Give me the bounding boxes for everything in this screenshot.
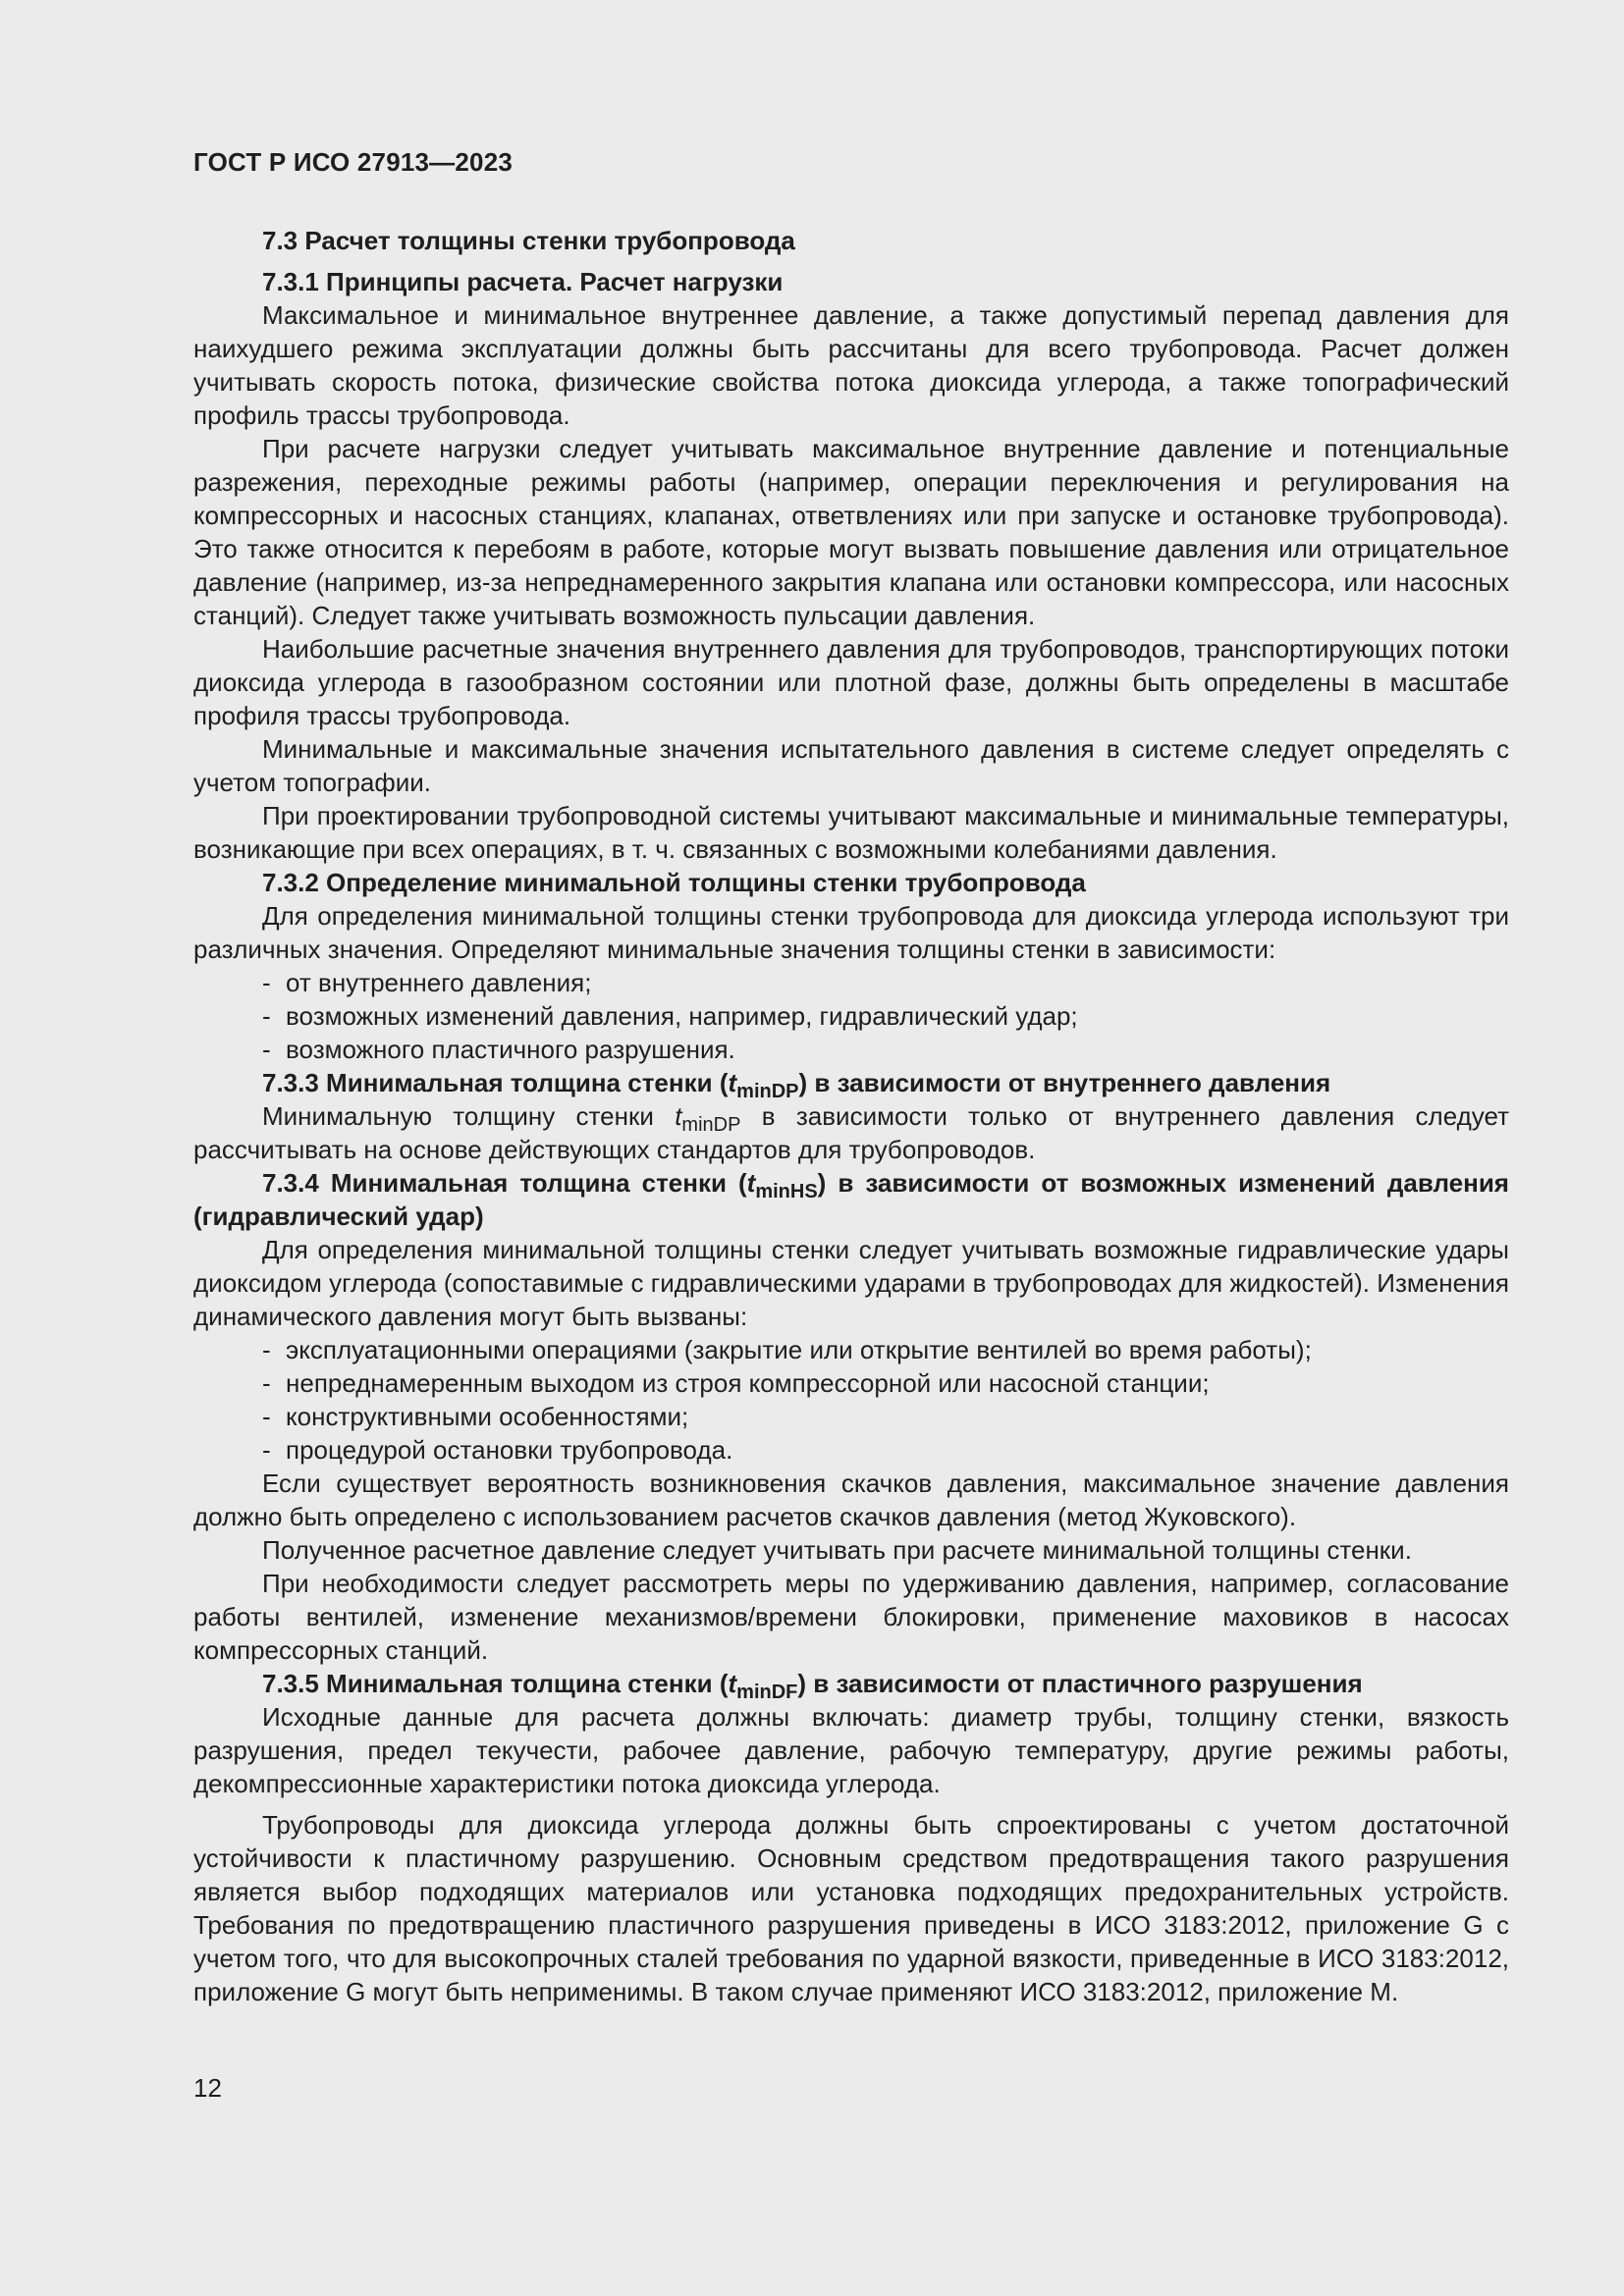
paragraph: Для определения минимальной толщины стенки трубопровода для диоксида углерода используют три различных значения. Определяют минимальные значения толщины стенки в зависимости: <box>193 901 1509 964</box>
paragraph: Исходные данные для расчета должны включать: диаметр трубы, толщину стенки, вязкость разрушения, предел текучести, рабочее давление, рабочую температуру, другие режимы работы, декомпрессионные характеристики потока диоксида углерода. <box>193 1702 1509 1798</box>
list-item: - эксплуатационными операциями (закрытие или открытие вентилей во время работы); <box>262 1335 1312 1364</box>
section-7-3-title: 7.3 Расчет толщины стенки трубопровода <box>262 226 795 255</box>
paragraph: При проектировании трубопроводной системы учитывают максимальные и минимальные температуры, возникающие при всех операциях, в т. ч. связанных с возможными колебаниями давления. <box>193 801 1509 864</box>
page-number: 12 <box>193 2073 222 2103</box>
paragraph: Минимальные и максимальные значения испытательного давления в системе следует определять с учетом топографии. <box>193 734 1509 797</box>
list-item: - конструктивными особенностями; <box>262 1402 689 1431</box>
paragraph: Минимальную толщину стенки $t_{minDP}$ в зависимости только от внутреннего давления следует рассчитывать на основе действующих стандартов для трубопроводов. <box>193 1101 1509 1164</box>
list-item: - от внутреннего давления; <box>262 968 592 997</box>
paragraph: Для определения минимальной толщины стенки следует учитывать возможные гидравлические удары диоксидом углерода (сопоставимые с гидравлическими ударами в трубопроводах для жидкостей). Изменения динамического давления могут быть вызваны: <box>193 1235 1509 1331</box>
document-body <box>193 224 1509 2008</box>
section-7-3-1-title: 7.3.1 Принципы расчета. Расчет нагрузки <box>262 267 784 296</box>
paragraph: Наибольшие расчетные значения внутреннего давления для трубопроводов, транспортирующих потоки диоксида углерода в газообразном состоянии или плотной фазе, должны быть определены в масштабе профиля трассы трубопровода. <box>193 634 1509 730</box>
section-7-3-3-title: 7.3.3 Минимальная толщина стенки $(t_{minDP})$ в зависимости от внутреннего давления <box>262 1068 1331 1102</box>
list-item: - возможного пластичного разрушения. <box>262 1035 735 1064</box>
paragraph: При расчете нагрузки следует учитывать максимальное внутренние давление и потенциальные разрежения, переходные режимы работы (например, операции переключения и регулирования на компрессорных и насосных станциях, клапанах, ответвлениях или при запуске и остановке трубопровода). Это также относится к перебоям в работе, которые могут вызвать повышение давления или отрицательное давление (например, из-за непреднамеренного закрытия клапана или остановки компрессора, или насосных станций). Следует также учитывать возможность пульсации давления. <box>193 434 1509 630</box>
paragraph: При необходимости следует рассмотреть меры по удерживанию давления, например, согласование работы вентилей, изменение механизмов/времени блокировки, применение маховиков в насосах компрессорных станций. <box>193 1569 1509 1665</box>
list-item: - непреднамеренным выходом из строя компрессорной или насосной станции; <box>262 1368 1210 1398</box>
paragraph: Трубопроводы для диоксида углерода должны быть спроектированы с учетом достаточной устойчивости к пластичному разрушению. Основным средством предотвращения такого разрушения является выбор подходящих материалов или установка подходящих предохранительных устройств. Требования по предотвращению пластичного разрушения приведены в ИСО 3183:2012, приложение G с учетом того, что для высокопрочных сталей требования по ударной вязкости, приведенные в ИСО 3183:2012, приложение G могут быть неприменимы. В таком случае применяют ИСО 3183:2012, приложение M. <box>193 1810 1509 2006</box>
document-header: ГОСТ Р ИСО 27913—2023 <box>193 147 514 177</box>
paragraph: Полученное расчетное давление следует учитывать при расчете минимальной толщины стенки. <box>262 1535 1412 1565</box>
section-7-3-5-title: 7.3.5 Минимальная толщина стенки $(t_{minDF})$ в зависимости от пластичного разрушения <box>262 1669 1363 1703</box>
section-7-3-2-title: 7.3.2 Определение минимальной толщины стенки трубопровода <box>262 868 1086 897</box>
paragraph: Если существует вероятность возникновения скачков давления, максимальное значение давления должно быть определено с использованием расчетов скачков давления (метод Жуковского). <box>193 1468 1509 1531</box>
paragraph: Максимальное и минимальное внутреннее давление, а также допустимый перепад давления для наихудшего режима эксплуатации должны быть рассчитаны для всего трубопровода. Расчет должен учитывать скорость потока, физические свойства потока диоксида углерода, а также топографический профиль трассы трубопровода. <box>193 300 1509 430</box>
section-7-3-4-title: 7.3.4 Минимальная толщина стенки $(t_{minHS})$ в зависимости от возможных изменений давления (гидравлический удар) <box>193 1168 1509 1231</box>
list-item: - возможных изменений давления, например, гидравлический удар; <box>262 1001 1078 1031</box>
list-item: - процедурой остановки трубопровода. <box>262 1435 733 1465</box>
